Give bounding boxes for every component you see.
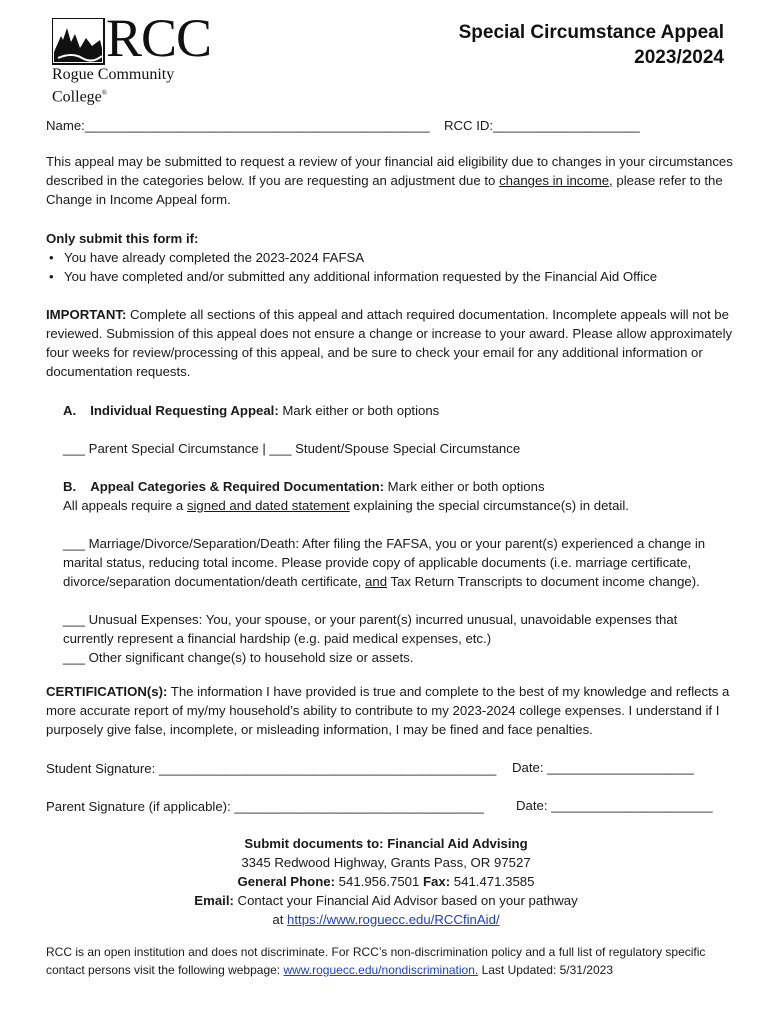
parent-signature-field[interactable]: Parent Signature (if applicable): __________________________________ — [46, 799, 484, 814]
footer-note: RCC is an open institution and does not discriminate. For RCC’s non-discrimination policy and a full list of regulatory specific contact persons visit the following webpage: www.roguecc.edu/nondiscrimination. Last Updated: 5/31/2023 — [46, 945, 706, 977]
intro-paragraph: This appeal may be submitted to request a review of your financial aid eligibility due to changes in your circumstances described in the categories below. If you are requesting an adjustment due to changes in income, please refer to the Change in Income Appeal form. — [46, 154, 733, 207]
form-title — [459, 20, 724, 70]
student-signature-field[interactable]: Student Signature: ______________________________________________ — [46, 761, 497, 776]
section-a-options[interactable]: ___ Parent Special Circumstance | ___ Student/Spouse Special Circumstance — [63, 441, 521, 456]
only-submit-section — [46, 229, 736, 286]
marriage-option[interactable]: ___ Marriage/Divorce/Separation/Death: After filing the FAFSA, you or your parent(s) experienced a change in marital status, reducing total income. Please provide copy of applicable documents (i.e. marriage certificate, divorce/separation documentation/death certificate, and Tax Return Transcripts to document income change). — [63, 536, 706, 589]
list-item: • You have completed and/or submitted any additional information requested by the Financial Aid Office — [46, 267, 736, 286]
logo-abbreviation: RCC — [106, 8, 212, 68]
tree-landscape-icon — [52, 18, 106, 66]
rcc-logo — [52, 8, 232, 106]
name-field[interactable]: Name:_______________________________________________ — [46, 118, 430, 133]
unusual-expenses-option[interactable]: ___ Unusual Expenses: You, your spouse, or your parent(s) incurred unusual, unavoidable expenses that currently represent a financial hardship (e.g. paid medical expenses, etc.) — [63, 612, 678, 646]
list-item: • You have already completed the 2023-2024 FAFSA — [46, 248, 736, 267]
finaid-link[interactable]: https://www.roguecc.edu/RCCfinAid/ — [287, 912, 500, 927]
submit-phone: General Phone: 541.956.7501 Fax: 541.471.3585 — [237, 874, 535, 889]
submit-heading: Submit documents to: Financial Aid Advising — [244, 836, 528, 851]
student-date-field[interactable]: Date: ____________________ — [512, 760, 694, 775]
only-submit-heading: Only submit this form if: — [46, 231, 199, 246]
submit-url-line: at https://www.roguecc.edu/RCCfinAid/ — [272, 912, 500, 927]
change-in-income-link[interactable]: changes in income, — [499, 173, 613, 188]
section-a-heading: A. Individual Requesting Appeal: Mark either or both options — [63, 403, 440, 418]
form-title-line: Special Circumstance Appeal — [458, 22, 724, 43]
section-b-requirement: All appeals require a signed and dated statement explaining the special circumstance(s) in detail. — [63, 498, 629, 513]
rcc-id-field[interactable]: RCC ID:____________________ — [444, 118, 640, 133]
submit-address: 3345 Redwood Highway, Grants Pass, OR 97527 — [241, 855, 531, 870]
nondiscrimination-link[interactable]: www.roguecc.edu/nondiscrimination. — [283, 963, 479, 977]
section-b-heading: B. Appeal Categories & Required Documentation: Mark either or both options — [63, 479, 545, 494]
form-year: 2023/2024 — [634, 47, 724, 68]
other-change-option[interactable]: ___ Other significant change(s) to household size or assets. — [63, 650, 414, 665]
logo-college-name: Rogue Community College® — [52, 66, 175, 106]
parent-date-field[interactable]: Date: ______________________ — [516, 798, 713, 813]
certification-paragraph: CERTIFICATION(s): The information I have provided is true and complete to the best of my knowledge and reflects a more accurate report of my/my household’s ability to contribute to my 2023-2024 college expenses. I understand if I purposely give false, incomplete, or misleading information, I may be fined and face penalties. — [46, 684, 730, 737]
submit-block — [46, 834, 726, 929]
important-paragraph: IMPORTANT: Complete all sections of this appeal and attach required documentation. Incomplete appeals will not be reviewed. Submission of this appeal does not ensure a change or increase to your award. Please allow approximately four weeks for review/processing of this appeal, and be sure to check your email for any additional information or documentation requests. — [46, 307, 733, 379]
submit-email: Email: Contact your Financial Aid Advisor based on your pathway — [194, 893, 578, 908]
